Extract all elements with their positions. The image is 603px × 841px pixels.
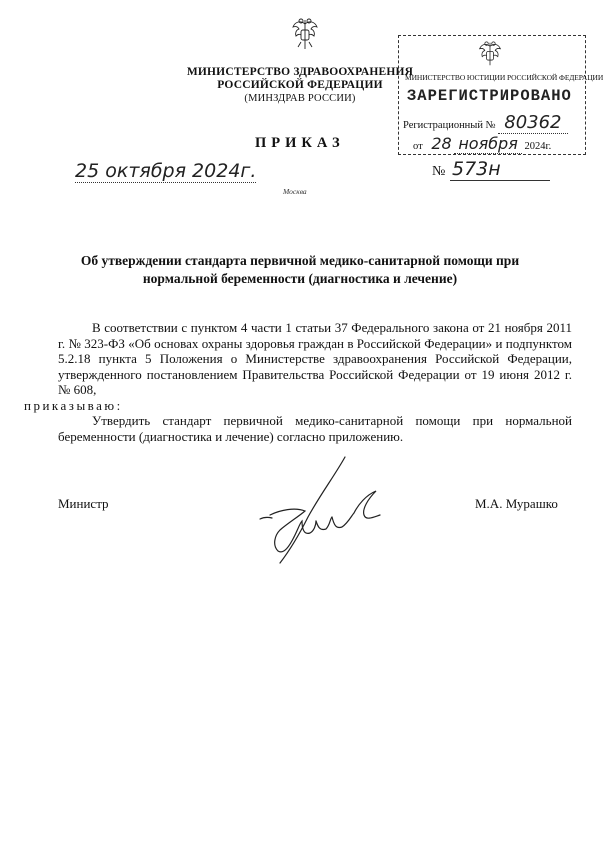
order-place: Москва (283, 187, 307, 196)
stamp-status: ЗАРЕГИСТРИРОВАНО (407, 87, 572, 105)
stamp-date-month: ноября (454, 134, 522, 154)
signatory-position: Министр (58, 496, 109, 511)
body-paragraph-2: Утвердить стандарт первичной медико-санитарной помощи при нормальной беременности (диагностика и лечение) согласно приложению. (58, 413, 572, 444)
document-title-line1: Об утверждении стандарта первичной медико-санитарной помощи при (80, 253, 520, 268)
document-title (60, 252, 540, 288)
order-number: 573н (452, 158, 501, 180)
body-paragraph-1-text: В соответствии с пунктом 4 части 1 статьи 37 Федерального закона от 21 ноября 2011 г. № 323-ФЗ «Об основах охраны здоровья граждан в Российской Федерации» и подпунктом 5.2.18 пункта 5 Положения о Министерстве здравоохранения Российской Федерации, утвержденного постановлением Правительства Российской Федерации от 19 июня 2012 г. № 608, (58, 320, 572, 397)
order-number-underline (450, 180, 550, 181)
stamp-date-row (413, 134, 551, 153)
ministry-abbreviation: (МИНЗДРАВ РОССИИ) (244, 93, 356, 104)
stamp-reg-number: 80362 (498, 112, 567, 134)
ministry-name-line1: МИНИСТЕРСТВО ЗДРАВООХРАНЕНИЯ (186, 66, 414, 78)
handwritten-signature (250, 455, 390, 575)
stamp-date-day: 28 (431, 134, 452, 153)
document-title-line2: нормальной беременности (диагностика и лечение) (142, 271, 458, 286)
order-date: 25 октября 2024г. (75, 160, 257, 182)
stamp-organization: МИНИСТЕРСТВО ЮСТИЦИИ РОССИЙСКОЙ ФЕДЕРАЦИИ (405, 73, 603, 82)
order-number-label: № (432, 164, 446, 179)
stamp-reg-label: Регистрационный № (403, 120, 496, 131)
signatory-name: М.А. Мурашко (475, 496, 558, 511)
order-title: ПРИКАЗ (255, 135, 345, 151)
document-body (24, 320, 572, 444)
stamp-date-prefix: от (413, 141, 423, 152)
order-word: приказываю: (24, 397, 123, 413)
stamp-reg-number-row (403, 112, 568, 133)
stamp-date-year: 2024г. (524, 141, 552, 152)
ministry-name-line2: РОССИЙСКОЙ ФЕДЕРАЦИИ (217, 79, 383, 91)
ministry-header (185, 66, 415, 105)
registration-stamp (398, 35, 603, 155)
stamp-emblem-icon (477, 39, 503, 69)
coat-of-arms-emblem (290, 16, 320, 50)
body-paragraph-1 (24, 320, 572, 413)
